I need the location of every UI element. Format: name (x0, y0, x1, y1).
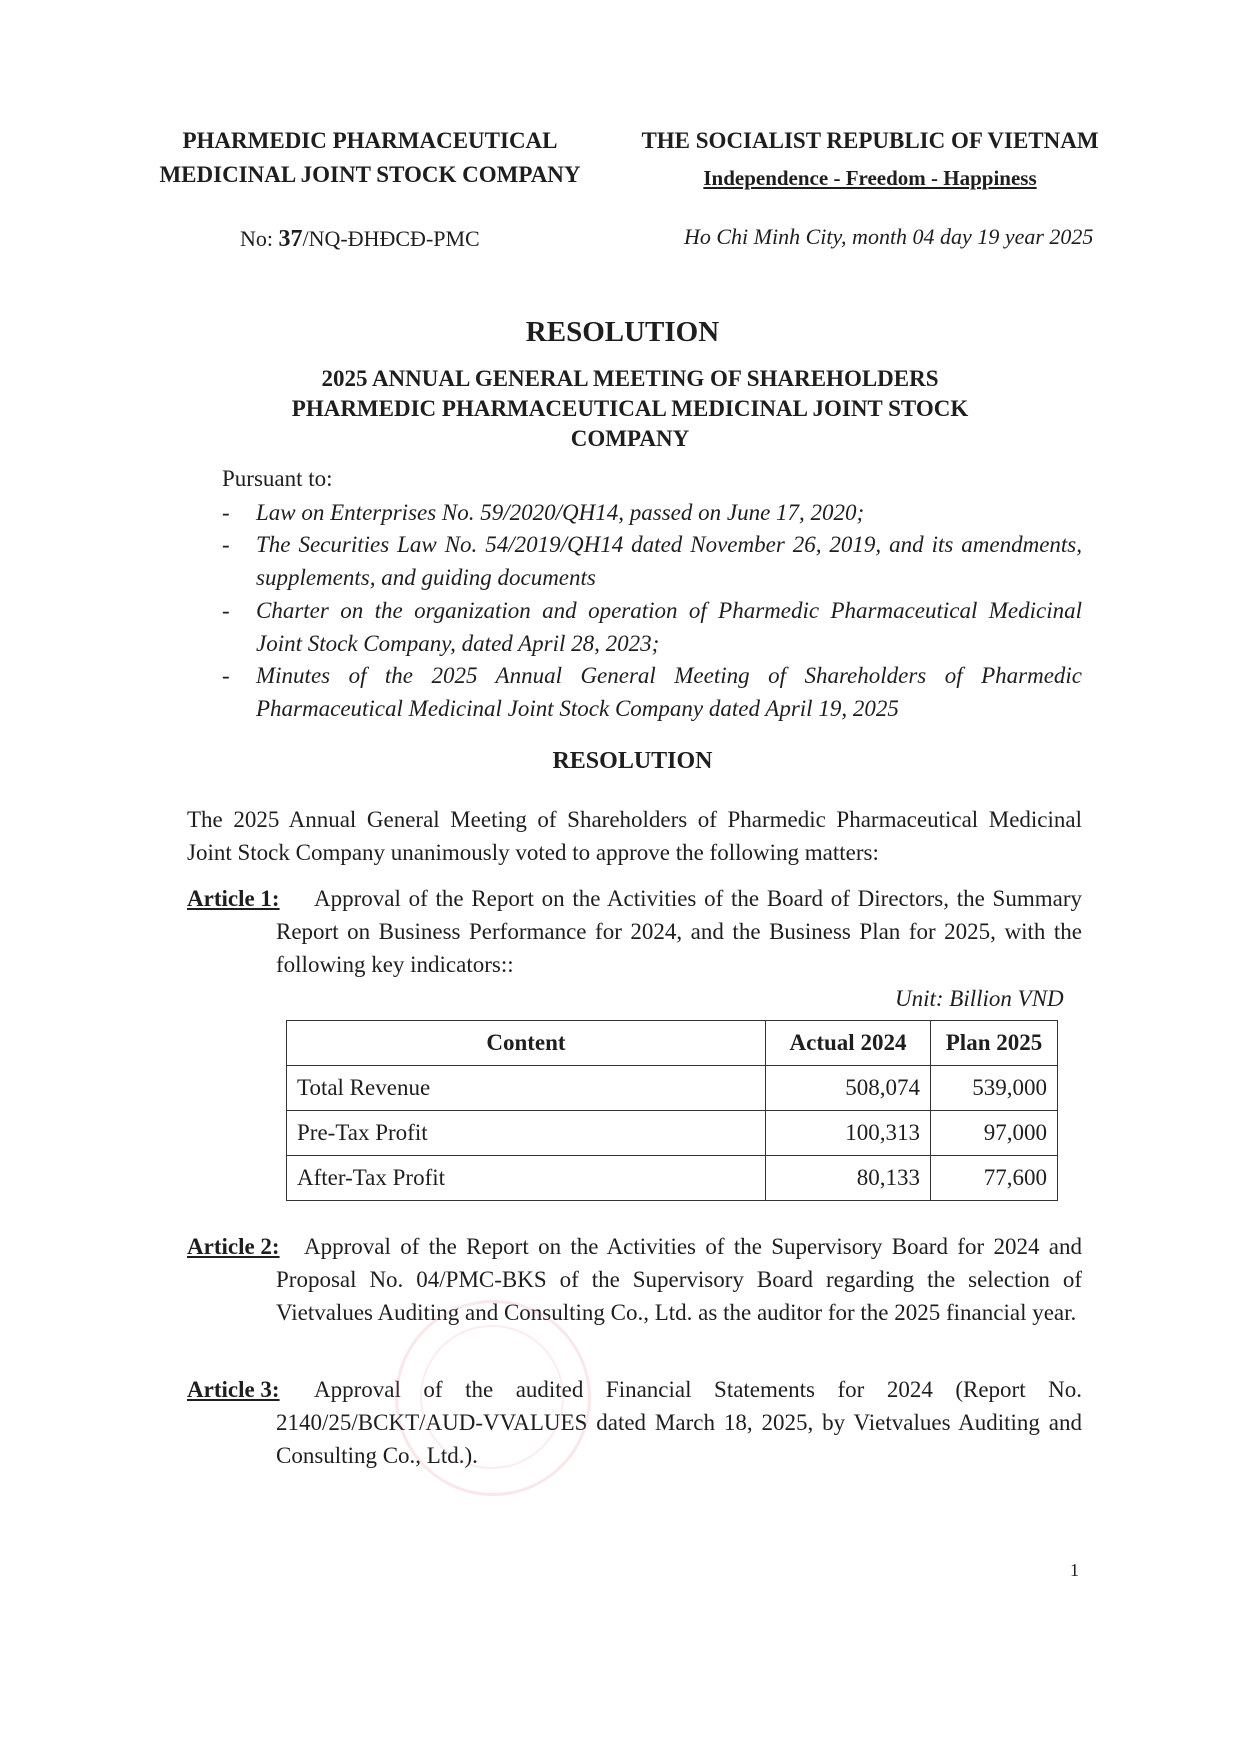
pursuant-item-text: Minutes of the 2025 Annual General Meeting of Shareholders of Pharmedic Pharmaceutical Medicinal Joint Stock Company dated April 19, 2025 (256, 663, 1082, 721)
pursuant-item-text: The Securities Law No. 54/2019/QH14 dated November 26, 2019, and its amendments, supplements, and guiding documents (256, 532, 1082, 590)
pursuant-item (222, 659, 1082, 725)
article-1-label (187, 882, 280, 915)
article-text: Approval of the Report on the Activities of the Board of Directors, the Summary Report on Business Performance for 2024, and the Business Plan for 2025, with the following key indicators:: (276, 886, 1082, 977)
table-unit: Unit: Billion VND (895, 986, 1064, 1011)
row-label: Total Revenue (287, 1066, 766, 1111)
article-label: Article 1: (187, 886, 280, 911)
article-3-label (187, 1373, 280, 1406)
article-2-body (276, 1230, 1082, 1329)
pursuant-item-text: Charter on the organization and operation of Pharmedic Pharmaceutical Medicinal Joint Stock Company, dated April 28, 2023; (256, 598, 1082, 656)
bullet-dash: - (222, 598, 230, 623)
company-name (150, 124, 590, 192)
row-label: After-Tax Profit (287, 1156, 766, 1201)
table-row (287, 1156, 1058, 1201)
page-number: 1 (1070, 1560, 1079, 1580)
bullet-dash: - (222, 532, 230, 557)
table-row (287, 1066, 1058, 1111)
plan-2025-value: 97,000 (931, 1111, 1058, 1156)
actual-2024-value: 80,133 (766, 1156, 931, 1201)
doc-no-prefix: No: (240, 226, 279, 251)
republic-name: THE SOCIALIST REPUBLIC OF VIETNAM (641, 128, 1099, 153)
article-1-body (276, 882, 1082, 981)
actual-2024-value: 100,313 (766, 1111, 931, 1156)
motto-block (630, 166, 1110, 191)
subtitle-line1: 2025 ANNUAL GENERAL MEETING OF SHAREHOLDERS (321, 366, 939, 391)
subtitle-line3: COMPANY (570, 426, 690, 451)
bullet-dash: - (222, 500, 230, 525)
pursuant-item (222, 594, 1082, 660)
article-label: Article 3: (187, 1377, 280, 1402)
indicators-table (286, 1020, 1058, 1201)
col-header-plan-2025: Plan 2025 (931, 1021, 1058, 1066)
article-text: Approval of the Report on the Activities of the Supervisory Board for 2024 and Proposal No. 04/PMC-BKS of the Supervisory Board regarding the selection of Vietvalues Auditing and Consulting Co., Ltd. as the auditor for the 2025 financial year. (276, 1234, 1082, 1325)
doc-no-suffix: /NQ-ĐHĐCĐ-PMC (302, 226, 480, 251)
row-label: Pre-Tax Profit (287, 1111, 766, 1156)
article-2-label (187, 1230, 280, 1263)
table-header-row (287, 1021, 1058, 1066)
article-3-body (276, 1373, 1082, 1472)
plan-2025-value: 77,600 (931, 1156, 1058, 1201)
pursuant-item-text: Law on Enterprises No. 59/2020/QH14, passed on June 17, 2020; (256, 500, 865, 525)
pursuant-item (222, 496, 1082, 529)
article-text: Approval of the audited Financial Statements for 2024 (Report No. 2140/25/BCKT/AUD-VVALUES dated March 18, 2025, by Vietvalues Auditing and Consulting Co., Ltd.). (276, 1377, 1082, 1468)
resolution-heading: RESOLUTION (552, 748, 713, 774)
col-header-actual-2024: Actual 2024 (766, 1021, 931, 1066)
company-name-line1: PHARMEDIC PHARMACEUTICAL (182, 128, 558, 153)
pursuant-item (222, 528, 1082, 594)
col-header-content: Content (287, 1021, 766, 1066)
document-subtitle (200, 364, 1060, 454)
subtitle-line2: PHARMEDIC PHARMACEUTICAL MEDICINAL JOINT STOCK (291, 396, 969, 421)
place-date: Ho Chi Minh City, month 04 day 19 year 2025 (684, 224, 1094, 249)
bullet-dash: - (222, 663, 230, 688)
company-name-line2: MEDICINAL JOINT STOCK COMPANY (159, 162, 581, 187)
intro-paragraph: The 2025 Annual General Meeting of Shareholders of Pharmedic Pharmaceutical Medicinal Joint Stock Company unanimously voted to approve the following matters: (187, 807, 1082, 865)
document-number (240, 226, 480, 253)
document-title: RESOLUTION (525, 316, 720, 348)
article-label: Article 2: (187, 1234, 280, 1259)
pursuant-label: Pursuant to: (222, 466, 333, 491)
table-row (287, 1111, 1058, 1156)
national-motto: Independence - Freedom - Happiness (703, 166, 1037, 190)
actual-2024-value: 508,074 (766, 1066, 931, 1111)
doc-no-number: 37 (278, 226, 303, 252)
plan-2025-value: 539,000 (931, 1066, 1058, 1111)
